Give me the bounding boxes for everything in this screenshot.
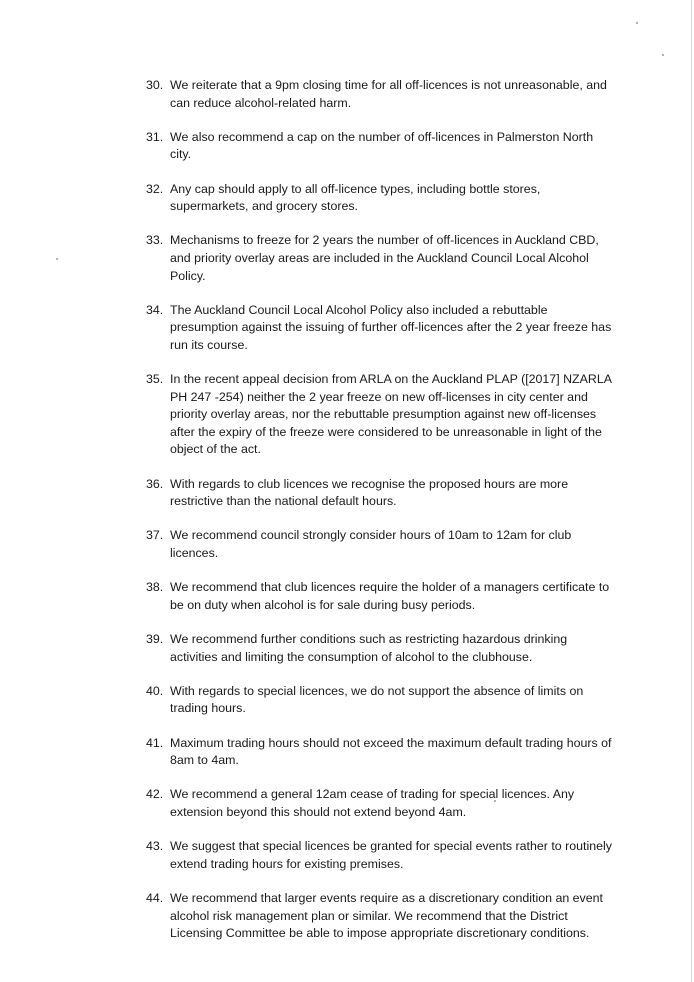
list-item [146, 77, 616, 112]
item-number: 30. [146, 78, 164, 92]
item-number: 37. [146, 528, 164, 543]
list-item [146, 232, 616, 285]
scan-speck [56, 258, 58, 260]
item-number: 44. [146, 890, 164, 905]
list-item [146, 527, 616, 562]
numbered-list [146, 77, 616, 959]
scan-edge [691, 0, 692, 982]
item-number: 42. [146, 787, 164, 802]
list-item [146, 735, 616, 770]
item-number: 32. [146, 181, 164, 196]
list-item [146, 371, 616, 459]
list-item [146, 786, 616, 821]
item-number: 38. [146, 580, 164, 595]
item-text: We suggest that special licences be granted for special events rather to routinely extend trading hours for existing premises. [170, 839, 612, 871]
item-text: We recommend further conditions such as restricting hazardous drinking activities and limiting the consumption of alcohol to the clubhouse. [170, 632, 568, 664]
list-item [146, 181, 616, 216]
list-item [146, 129, 616, 164]
item-text: In the recent appeal decision from ARLA on the Auckland PLAP ([2017] NZARLA PH 247 -254) neither the 2 year freeze on new off-licenses in city center and priority overlay areas, nor the rebuttable presumption against new off-licenses after the expiry of the freeze were considered to be unreasonable in light of the object of the act. [170, 372, 612, 457]
item-text: With regards to special licences, we do not support the absence of limits on trading hours. [170, 683, 584, 716]
item-text: We recommend that club licences require the holder of a managers certificate to be on duty when alcohol is for sale during busy periods. [170, 580, 610, 612]
scan-speck [662, 54, 664, 56]
item-number: 31. [146, 129, 164, 144]
item-number: 40. [146, 683, 164, 698]
item-number: 39. [146, 632, 164, 646]
list-item [146, 579, 616, 614]
item-number: 35. [146, 372, 164, 387]
list-item [146, 838, 616, 873]
list-item [146, 302, 616, 355]
item-text: We reiterate that a 9pm closing time for all off-licences is not unreasonable, and can reduce alcohol-related harm. [170, 78, 607, 110]
item-number: 36. [146, 476, 164, 491]
item-text: We recommend a general 12am cease of trading for special licences. Any extension beyond this should not extend beyond 4am. [170, 787, 575, 819]
item-text: We recommend that larger events require as a discretionary condition an event alcohol risk management plan or similar. We recommend that the District Licensing Committee be able to impose appropriate discretionary conditions. [170, 890, 603, 941]
item-text: The Auckland Council Local Alcohol Policy also included a rebuttable presumption against the issuing of further off-licences after the 2 year freeze has run its course. [170, 302, 612, 352]
item-number: 34. [146, 302, 164, 317]
item-text: We also recommend a cap on the number of off-licences in Palmerston North city. [170, 129, 594, 162]
list-item [146, 476, 616, 511]
item-text: With regards to club licences we recognise the proposed hours are more restrictive than the national default hours. [170, 476, 569, 509]
scan-speck [636, 22, 638, 24]
item-text: Maximum trading hours should not exceed the maximum default trading hours of 8am to 4am. [170, 735, 612, 768]
item-number: 41. [146, 735, 164, 750]
item-number: 43. [146, 839, 164, 854]
item-number: 33. [146, 233, 164, 248]
list-item [146, 631, 616, 666]
item-text: Mechanisms to freeze for 2 years the number of off-licences in Auckland CBD, and priority overlay areas are included in the Auckland Council Local Alcohol Policy. [170, 233, 599, 283]
list-item [146, 890, 616, 943]
item-text: We recommend council strongly consider hours of 10am to 12am for club licences. [170, 528, 572, 561]
item-text: Any cap should apply to all off-licence types, including bottle stores, supermarkets, and grocery stores. [170, 181, 541, 214]
list-item [146, 683, 616, 718]
